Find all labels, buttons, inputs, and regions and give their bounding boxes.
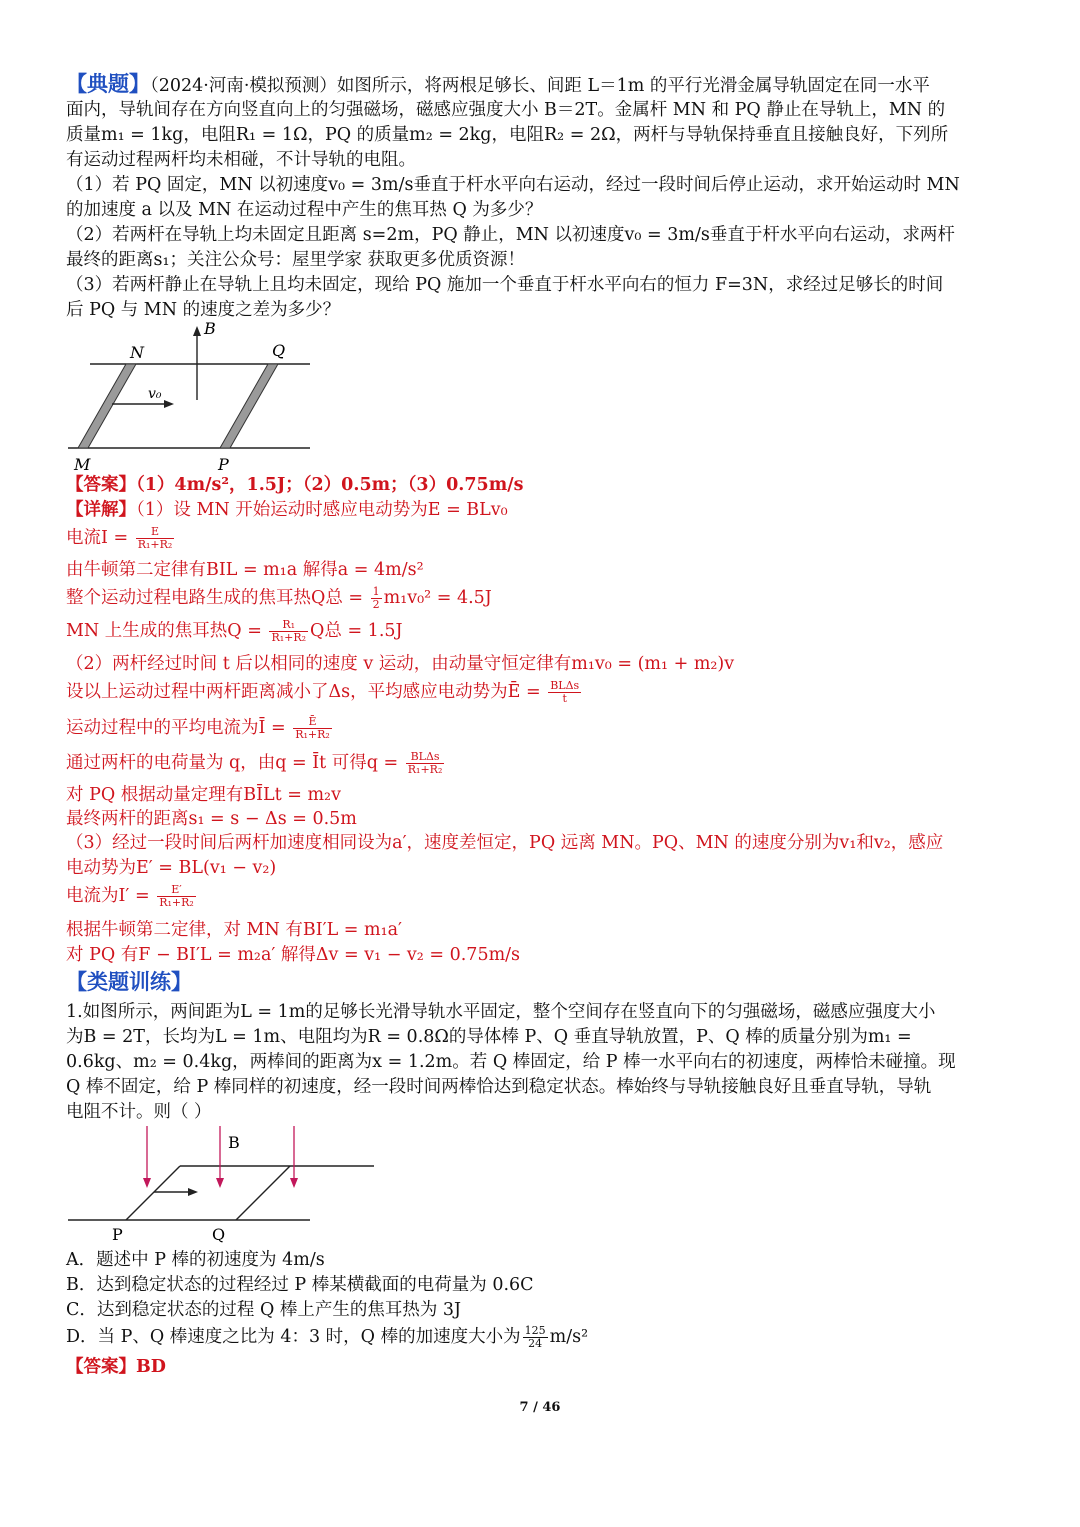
rod-p bbox=[126, 1166, 180, 1220]
example-line-4: 有运动过程两杆均未相碰，不计导轨的电阻。 bbox=[66, 150, 416, 170]
training-answer-tag: 【答案】 bbox=[66, 1357, 136, 1377]
training-answer bbox=[66, 1355, 166, 1379]
label-m: M bbox=[74, 455, 91, 474]
page-number: 7 / 46 bbox=[519, 1400, 561, 1415]
training-line-2: 为B = 2T，长均为L = 1m、电阻均为R = 0.8Ω的导体棒 P、Q 垂直导轨放置，P、Q 棒的质量分别为m₁ = bbox=[66, 1027, 912, 1047]
rails-figure-2 bbox=[60, 1120, 390, 1250]
field-arrowhead bbox=[193, 326, 201, 336]
option-c: C．达到稳定状态的过程 Q 棒上产生的焦耳热为 3J bbox=[66, 1300, 462, 1320]
training-answer-text: BD bbox=[136, 1357, 166, 1377]
solution-line-12: （3）经过一段时间后两杆加速度相同设为a′，速度差恒定，PQ 远离 MN。PQ、MN 的速度分别为v₁和v₂，感应 bbox=[66, 833, 944, 853]
solution-line-15: 根据牛顿第二定律，对 MN 有BI′L = m₁a′ bbox=[66, 920, 403, 940]
rod-pq bbox=[220, 364, 278, 448]
solution-line-11: 最终两杆的距离s₁ = s − Δs = 0.5m bbox=[66, 809, 357, 829]
solution-line-9: 通过两杆的电荷量为 q，由q = Īt 可得q = $\frac{\text{BLΔs}}{\text{R₁+R₂}}$ bbox=[66, 750, 443, 776]
example-line-7: （2）若两杆在导轨上均未固定且距离 s=2m，PQ 静止，MN 以初速度v₀ = 3m/s垂直于杆水平向右运动，求两杆 bbox=[66, 225, 955, 245]
label-q: Q bbox=[272, 341, 286, 360]
label-b: B bbox=[204, 319, 216, 338]
option-b: B．达到稳定状态的过程经过 P 棒某横截面的电荷量为 0.6C bbox=[66, 1275, 534, 1295]
example-line-9: （3）若两杆静止在导轨上且均未固定，现给 PQ 施加一个垂直于杆水平向右的恒力 F=3N，求经过足够长的时间 bbox=[66, 275, 944, 295]
solution-line-5: MN 上生成的焦耳热Q = $\frac{\text{R₁}}{\text{R₁+R₂}}$ Q总 = 1.5J bbox=[66, 618, 403, 644]
fraction: $\frac{125}{24}$ bbox=[524, 1324, 546, 1350]
option-a: A．题述中 P 棒的初速度为 4m/s bbox=[66, 1250, 325, 1270]
label-p: P bbox=[112, 1225, 123, 1244]
training-line-5: 电阻不计。则（ ） bbox=[66, 1102, 212, 1122]
label-b: B bbox=[228, 1133, 240, 1152]
label-q: Q bbox=[212, 1225, 226, 1244]
solution-line-2: 电流I = $\frac{E}{\text{R₁+R₂}}$ bbox=[66, 525, 173, 551]
solution-line-10: 对 PQ 根据动量定理有BĪLt = m₂v bbox=[66, 785, 341, 805]
fraction: $\frac{Ē}{\text{R₁+R₂}}$ bbox=[295, 715, 330, 741]
solution-line-1: 【详解】（1）设 MN 开始运动时感应电动势为E = BLv₀ bbox=[66, 500, 508, 520]
training-line-3: 0.6kg、m₂ = 0.4kg，两棒间的距离为x = 1.2m。若 Q 棒固定，给 P 棒一水平向右的初速度，两棒恰未碰撞。现 bbox=[66, 1052, 956, 1072]
training-tag: 【类题训练】 bbox=[66, 969, 192, 994]
fraction: $\frac{E}{\text{R₁+R₂}}$ bbox=[137, 525, 173, 551]
solution-tag: 【详解】 bbox=[66, 500, 136, 520]
fraction: $\frac{\text{BLΔs}}{\text{R₁+R₂}}$ bbox=[407, 750, 443, 776]
fraction: $\frac{E'}{\text{R₁+R₂}}$ bbox=[159, 883, 194, 909]
rails-figure-1 bbox=[60, 318, 320, 478]
label-v0: v₀ bbox=[148, 386, 162, 402]
training-line-4: Q 棒不固定，给 P 棒同样的初速度，经一段时间两棒恰达到稳定状态。棒始终与导轨接触良好且垂直导轨，导轨 bbox=[66, 1077, 932, 1097]
solution-line-6: （2）两杆经过时间 t 后以相同的速度 v 运动，由动量守恒定律有m₁v₀ = (m₁ + m₂)v bbox=[66, 654, 735, 674]
velocity-arrowhead bbox=[164, 400, 174, 408]
example-line-2: 面内，导轨间存在方向竖直向上的匀强磁场，磁感应强度大小 B＝2T。金属杆 MN 和 PQ 静止在导轨上，MN 的 bbox=[66, 100, 946, 120]
solution-line-3: 由牛顿第二定律有BIL = m₁a 解得a = 4m/s² bbox=[66, 560, 424, 580]
fraction: $\frac{1}{2}$ bbox=[372, 585, 380, 611]
answer-text: （1）4m/s²，1.5J；（2）0.5m；（3）0.75m/s bbox=[136, 475, 524, 495]
example-line-1: 【典题】（2024·河南·模拟预测）如图所示，将两根足够长、间距 L＝1m 的平行光滑金属导轨固定在同一水平 bbox=[66, 71, 930, 96]
example-line-5: （1）若 PQ 固定，MN 以初速度v₀ = 3m/s垂直于杆水平向右运动，经过一段时间后停止运动，求开始运动时 MN bbox=[66, 175, 960, 195]
answer-tag: 【答案】 bbox=[66, 475, 136, 495]
training-line-1: 1.如图所示，两间距为L = 1m的足够长光滑导轨水平固定，整个空间存在竖直向下的匀强磁场，磁感应强度大小 bbox=[66, 1002, 936, 1022]
fraction: $\frac{\text{R₁}}{\text{R₁+R₂}}$ bbox=[271, 618, 307, 644]
solution-line-8: 运动过程中的平均电流为Ī = $\frac{Ē}{\text{R₁+R₂}}$ bbox=[66, 715, 330, 741]
label-n: N bbox=[130, 343, 144, 362]
label-p: P bbox=[218, 455, 229, 474]
solution-line-16: 对 PQ 有F − BI′L = m₂a′ 解得Δv = v₁ − v₂ = 0.75m/s bbox=[66, 945, 521, 965]
solution-line-13: 电动势为E′ = BL(v₁ − v₂) bbox=[66, 858, 277, 878]
velocity-arrowhead bbox=[188, 1188, 198, 1196]
field-arrowhead-1 bbox=[143, 1178, 151, 1188]
example-line-3: 质量m₁ = 1kg，电阻R₁ = 1Ω，PQ 的质量m₂ = 2kg，电阻R₂ = 2Ω，两杆与导轨保持垂直且接触良好，下列所 bbox=[66, 125, 949, 145]
example-line-6: 的加速度 a 以及 MN 在运动过程中产生的焦耳热 Q 为多少？ bbox=[66, 200, 543, 220]
field-arrowhead-3 bbox=[290, 1178, 298, 1188]
answer-line bbox=[66, 473, 523, 497]
fraction: $\frac{\text{BLΔs}}{t}$ bbox=[550, 679, 580, 705]
option-d: D．当 P、Q 棒速度之比为 4：3 时，Q 棒的加速度大小为 $\frac{125}{24}$ m/s² bbox=[66, 1324, 589, 1350]
solution-line-4: 整个运动过程电路生成的焦耳热Q总 = $\frac{1}{2}$ m₁v₀² = 4.5J bbox=[66, 585, 492, 611]
example-line-10: 后 PQ 与 MN 的速度之差为多少？ bbox=[66, 300, 341, 320]
solution-line-14: 电流为I′ = $\frac{E'}{\text{R₁+R₂}}$ bbox=[66, 883, 194, 909]
training-heading bbox=[66, 970, 192, 996]
example-line-8: 最终的距离s₁；关注公众号：屋里学家 获取更多优质资源！ bbox=[66, 250, 526, 270]
example-tag: 【典题】 bbox=[66, 71, 150, 96]
rod-mn bbox=[78, 364, 136, 448]
field-arrowhead-2 bbox=[216, 1178, 224, 1188]
rod-q bbox=[236, 1166, 290, 1220]
solution-line-7: 设以上运动过程中两杆距离减小了Δs，平均感应电动势为Ē = $\frac{\text{BLΔs}}{t}$ bbox=[66, 679, 580, 705]
